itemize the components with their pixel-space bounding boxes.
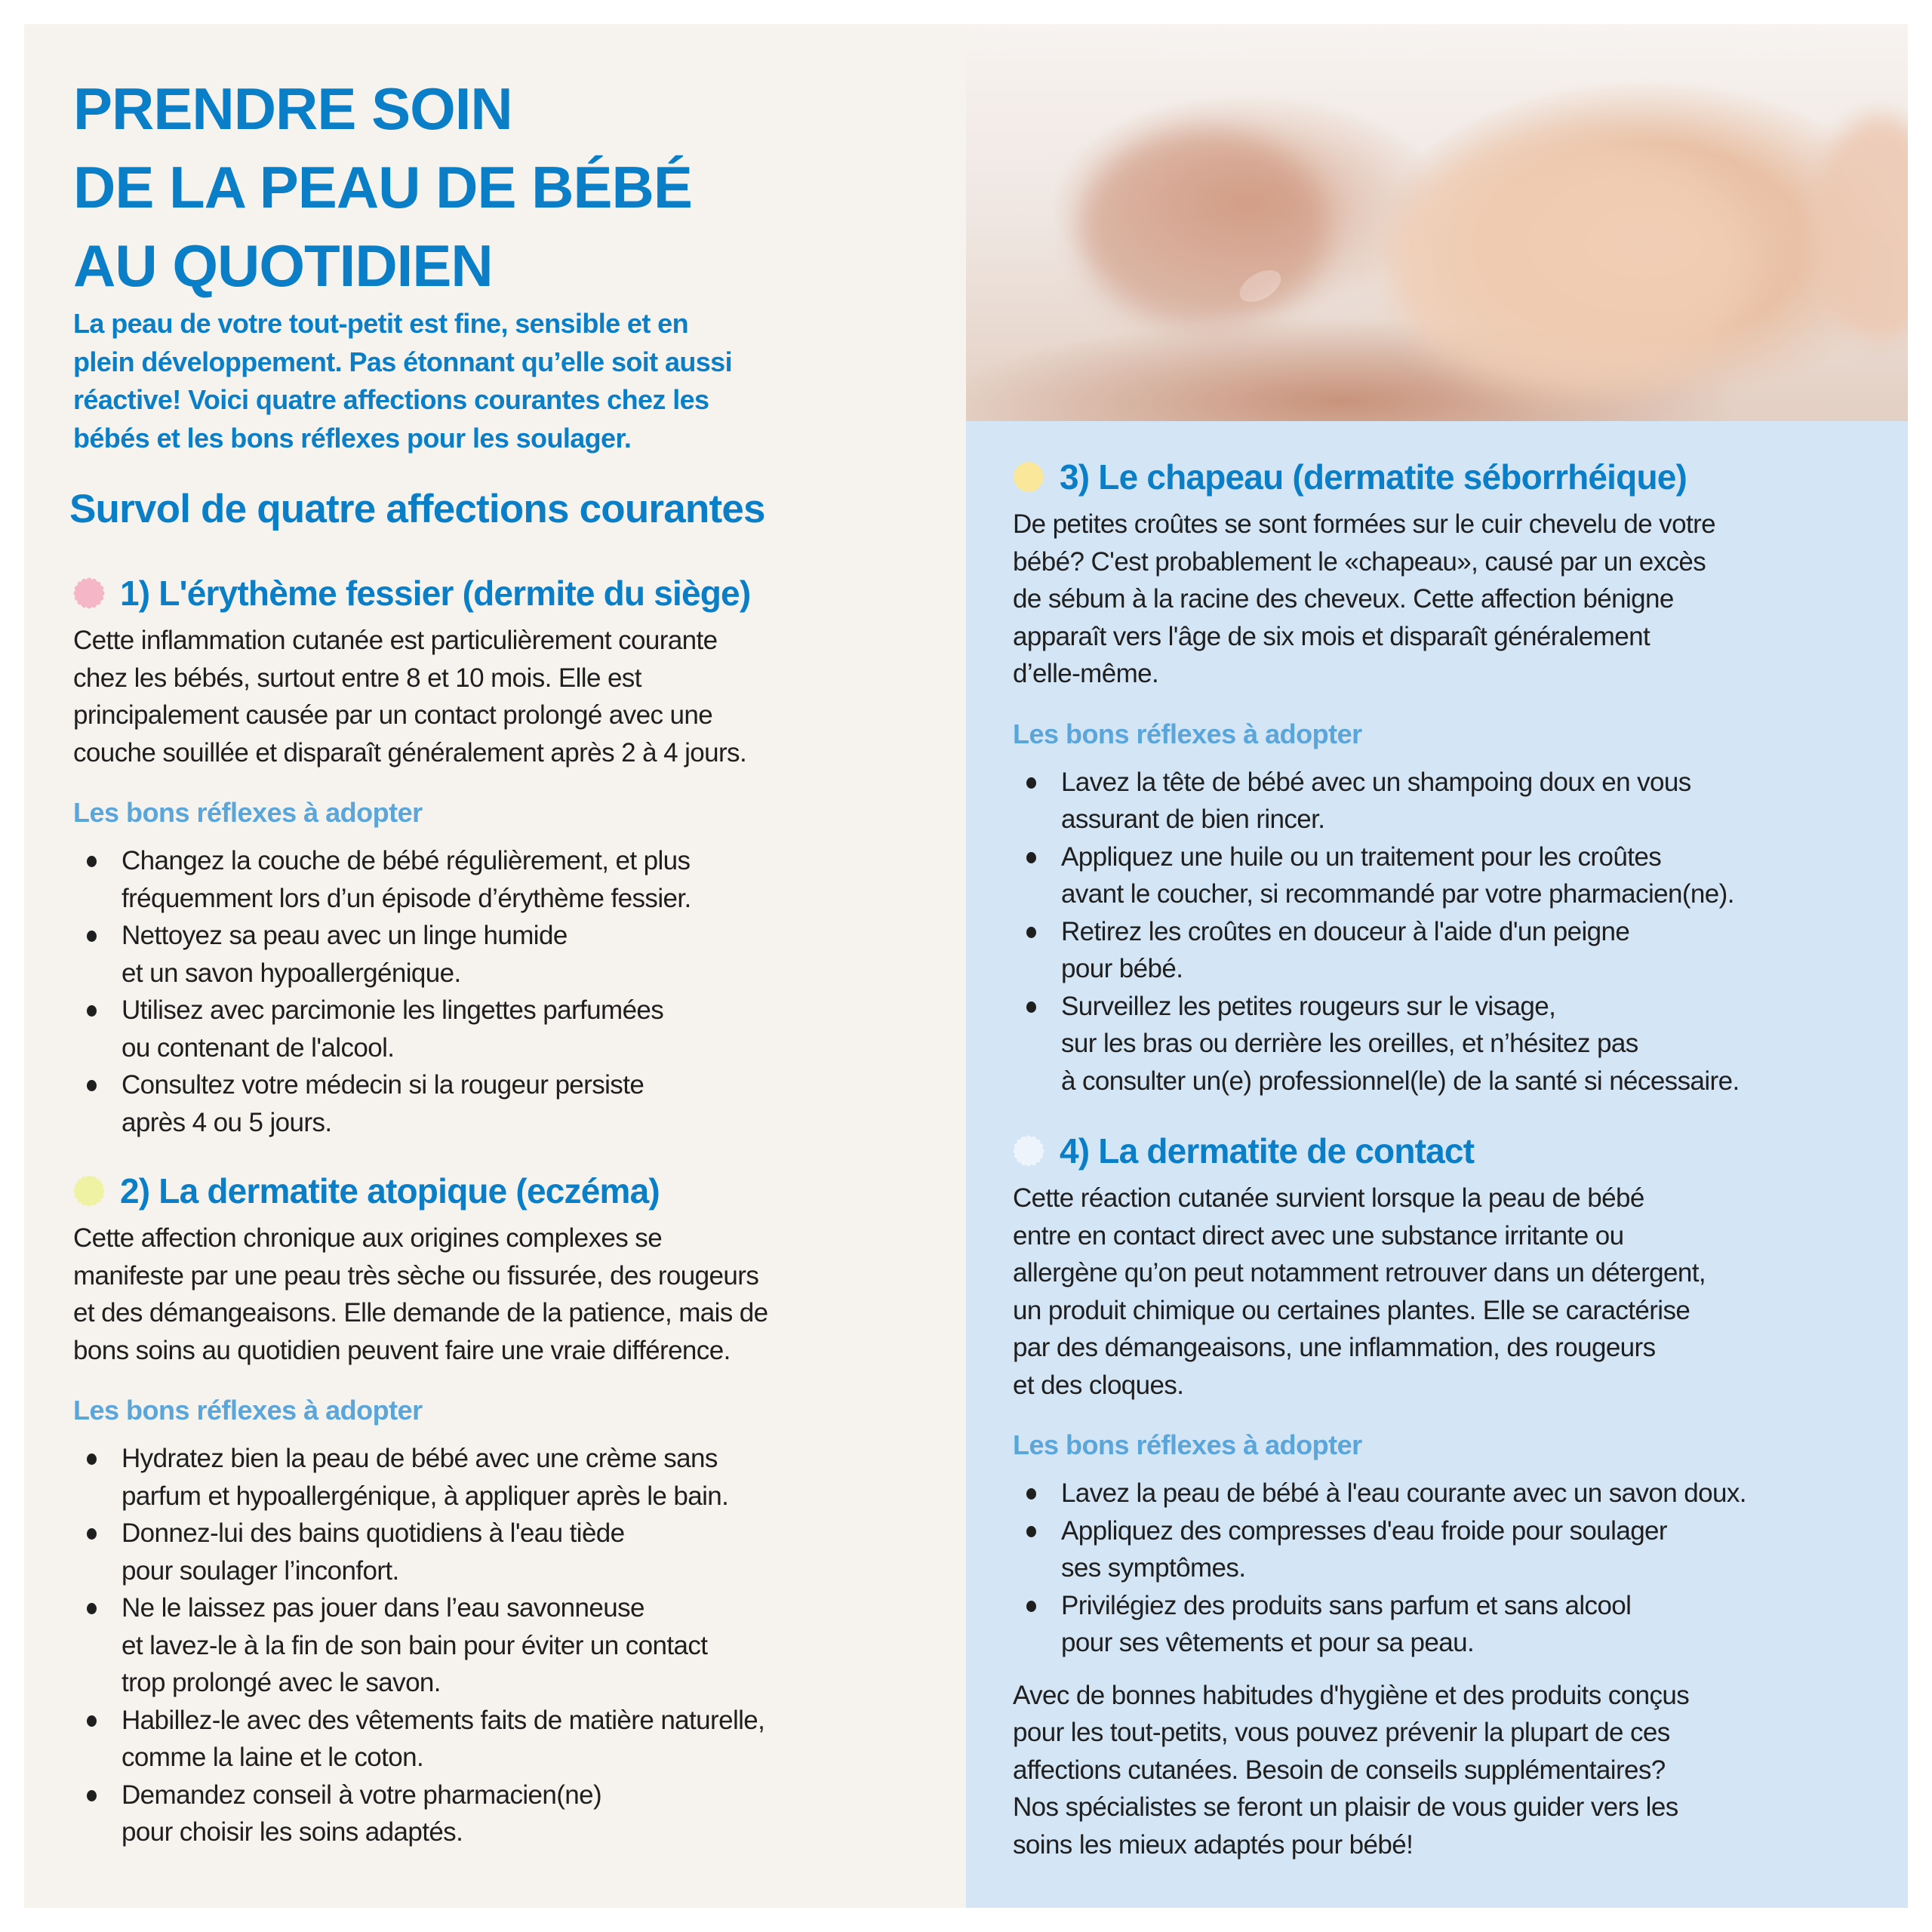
tip-line: Privilégiez des produits sans parfum et sans alcool	[1061, 1590, 1632, 1620]
section-body	[1013, 1180, 1746, 1404]
tip-item	[73, 992, 750, 1066]
tip-line: Consultez votre médecin si la rougeur persiste	[122, 1070, 645, 1100]
baby-skincare-photo	[966, 24, 1908, 421]
section-heading	[1013, 454, 1740, 500]
section-diaper-rash	[73, 571, 750, 1141]
tip-item	[73, 1702, 768, 1777]
tip-line: après 4 ou 5 jours.	[122, 1107, 332, 1137]
closing-paragraph	[1013, 1677, 1746, 1864]
section-atopic-dermatitis	[73, 1168, 768, 1851]
tip-line: pour soulager l’inconfort.	[122, 1555, 399, 1586]
tip-item	[1013, 764, 1740, 838]
body-line: Cette affection chronique aux origines complexes se	[73, 1223, 663, 1253]
closing-line: affections cutanées. Besoin de conseils supplémentaires?	[1013, 1755, 1666, 1785]
section-heading	[1013, 1128, 1746, 1174]
section-heading-text: 4) La dermatite de contact	[1060, 1131, 1475, 1171]
body-line: un produit chimique ou certaines plantes. Elle se caractérise	[1013, 1295, 1690, 1325]
tip-line: avant le coucher, si recommandé par votre pharmacien(ne).	[1061, 879, 1734, 909]
tip-line: pour ses vêtements et pour sa peau.	[1061, 1628, 1475, 1657]
tip-line: Lavez la peau de bébé à l'eau courante avec un savon doux.	[1061, 1478, 1746, 1508]
tips-list	[1013, 1475, 1746, 1662]
title-line: PRENDRE SOIN	[73, 75, 512, 142]
page-title	[73, 69, 692, 305]
tip-line: sur les bras ou derrière les oreilles, et n’hésitez pas	[1061, 1029, 1638, 1058]
title-line: DE LA PEAU DE BÉBÉ	[73, 154, 692, 220]
tip-item	[1013, 913, 1740, 988]
tip-item	[1013, 838, 1740, 913]
tips-heading: Les bons réflexes à adopter	[1013, 1429, 1362, 1460]
section-heading	[73, 1168, 768, 1214]
section-body	[1013, 506, 1740, 693]
section-heading	[73, 571, 750, 616]
tip-item	[73, 1066, 750, 1141]
flower-icon	[73, 1175, 105, 1207]
tip-line: comme la laine et le coton.	[122, 1743, 424, 1772]
tip-item	[1013, 1587, 1746, 1662]
tip-line: fréquemment lors d’un épisode d’érythème fessier.	[122, 883, 691, 913]
body-line: manifeste par une peau très sèche ou fissurée, des rougeurs	[73, 1260, 759, 1291]
photo-baby-belly	[1389, 137, 1751, 394]
closing-line: Avec de bonnes habitudes d'hygiène et des produits conçus	[1013, 1680, 1690, 1710]
tips-heading: Les bons réflexes à adopter	[1013, 718, 1362, 749]
body-line: par des démangeaisons, une inflammation, des rougeurs	[1013, 1333, 1656, 1362]
flower-icon	[73, 577, 105, 609]
tips-list	[1013, 764, 1740, 1100]
tip-line: Donnez-lui des bains quotidiens à l'eau tiède	[122, 1518, 625, 1548]
tip-item	[73, 1440, 768, 1515]
body-line: De petites croûtes se sont formées sur le cuir chevelu de votre	[1013, 509, 1715, 539]
body-line: et des cloques.	[1013, 1370, 1184, 1400]
tip-line: Utilisez avec parcimonie les lingettes parfumées	[122, 995, 664, 1025]
tip-line: Changez la couche de bébé régulièrement, et plus	[122, 846, 691, 875]
body-line: bons soins au quotidien peuvent faire une vraie différence.	[73, 1335, 731, 1365]
intro-line: plein développement. Pas étonnant qu’elle soit aussi	[73, 346, 733, 377]
body-line: de sébum à la racine des cheveux. Cette affection bénigne	[1013, 584, 1674, 614]
section-body	[73, 1220, 768, 1369]
tips-heading: Les bons réflexes à adopter	[73, 1395, 423, 1426]
tip-line: à consulter un(e) professionnel(le) de la santé si nécessaire.	[1061, 1066, 1740, 1096]
tip-line: ou contenant de l'alcool.	[122, 1032, 395, 1063]
body-line: chez les bébés, surtout entre 8 et 10 mois. Elle est	[73, 663, 641, 693]
section-heading-text: 3) Le chapeau (dermatite séborrhéique)	[1060, 457, 1687, 497]
tips-heading: Les bons réflexes à adopter	[73, 797, 423, 828]
body-line: couche souillée et disparaît généralement après 2 à 4 jours.	[73, 737, 747, 768]
tip-line: Demandez conseil à votre pharmacien(ne)	[122, 1780, 602, 1810]
tip-line: ses symptômes.	[1061, 1553, 1246, 1583]
closing-line: Nos spécialistes se feront un plaisir de vous guider vers les	[1013, 1792, 1678, 1822]
flower-icon	[1013, 461, 1044, 493]
photo-baby-face	[1811, 115, 1908, 341]
tip-item	[73, 842, 750, 917]
tip-item	[1013, 988, 1740, 1100]
closing-line: soins les mieux adaptés pour bébé!	[1013, 1829, 1414, 1860]
tip-item	[73, 917, 750, 992]
tip-item	[73, 1777, 768, 1851]
body-line: Cette inflammation cutanée est particulièrement courante	[73, 626, 718, 655]
tip-line: parfum et hypoallergénique, à appliquer après le bain.	[122, 1481, 729, 1511]
intro-paragraph	[73, 305, 732, 457]
intro-line: bébés et les bons réflexes pour les soulager.	[73, 422, 632, 454]
tip-line: pour choisir les soins adaptés.	[122, 1817, 463, 1847]
body-line: entre en contact direct avec une substance irritante ou	[1013, 1220, 1624, 1251]
body-line: allergène qu’on peut notamment retrouver dans un détergent,	[1013, 1258, 1706, 1287]
photo-hand-shape	[1079, 130, 1328, 326]
body-line: bébé? C'est probablement le «chapeau», causé par un excès	[1013, 546, 1706, 577]
tip-line: Surveillez les petites rougeurs sur le visage,	[1061, 991, 1556, 1021]
tip-item	[73, 1589, 768, 1702]
tip-line: Lavez la tête de bébé avec un shampoing doux en vous	[1061, 767, 1691, 797]
tip-line: Nettoyez sa peau avec un linge humide	[122, 921, 568, 950]
section-body	[73, 622, 750, 771]
tip-line: Appliquez des compresses d'eau froide pour soulager	[1061, 1515, 1667, 1546]
tip-item	[1013, 1475, 1746, 1512]
tip-line: Hydratez bien la peau de bébé avec une crème sans	[122, 1444, 718, 1473]
intro-line: La peau de votre tout-petit est fine, sensible et en	[73, 308, 688, 339]
tip-line: assurant de bien rincer.	[1061, 804, 1325, 834]
tip-line: Ne le laissez pas jouer dans l’eau savonneuse	[122, 1593, 645, 1623]
body-line: Cette réaction cutanée survient lorsque la peau de bébé	[1013, 1183, 1644, 1213]
overview-heading: Survol de quatre affections courantes	[69, 487, 765, 531]
section-heading-text: 2) La dermatite atopique (eczéma)	[120, 1171, 660, 1211]
tip-line: Habillez-le avec des vêtements faits de matière naturelle,	[122, 1705, 765, 1735]
section-heading-text: 1) L'érythème fessier (dermite du siège)	[120, 574, 751, 613]
body-line: et des démangeaisons. Elle demande de la patience, mais de	[73, 1298, 768, 1327]
body-line: d’elle-même.	[1013, 659, 1159, 688]
tip-line: trop prolongé avec le savon.	[122, 1668, 441, 1697]
tips-list	[73, 842, 750, 1141]
tip-line: pour bébé.	[1061, 954, 1183, 983]
tip-line: Retirez les croûtes en douceur à l'aide d'un peigne	[1061, 916, 1630, 946]
section-contact-dermatitis	[1013, 1128, 1746, 1863]
tip-line: Appliquez une huile ou un traitement pour les croûtes	[1061, 841, 1662, 872]
intro-line: réactive! Voici quatre affections courantes chez les	[73, 384, 709, 415]
closing-line: pour les tout-petits, vous pouvez prévenir la plupart de ces	[1013, 1718, 1670, 1747]
body-line: principalement causée par un contact prolongé avec une	[73, 700, 713, 730]
tip-item	[73, 1515, 768, 1589]
tips-list	[73, 1440, 768, 1851]
flower-icon	[1013, 1135, 1044, 1167]
body-line: apparaît vers l'âge de six mois et disparaît généralement	[1013, 621, 1651, 651]
tip-line: et lavez-le à la fin de son bain pour éviter un contact	[122, 1630, 708, 1660]
tip-item	[1013, 1512, 1746, 1587]
section-cradle-cap	[1013, 454, 1740, 1100]
tip-line: et un savon hypoallergénique.	[122, 958, 461, 988]
title-line: AU QUOTIDIEN	[73, 232, 493, 299]
